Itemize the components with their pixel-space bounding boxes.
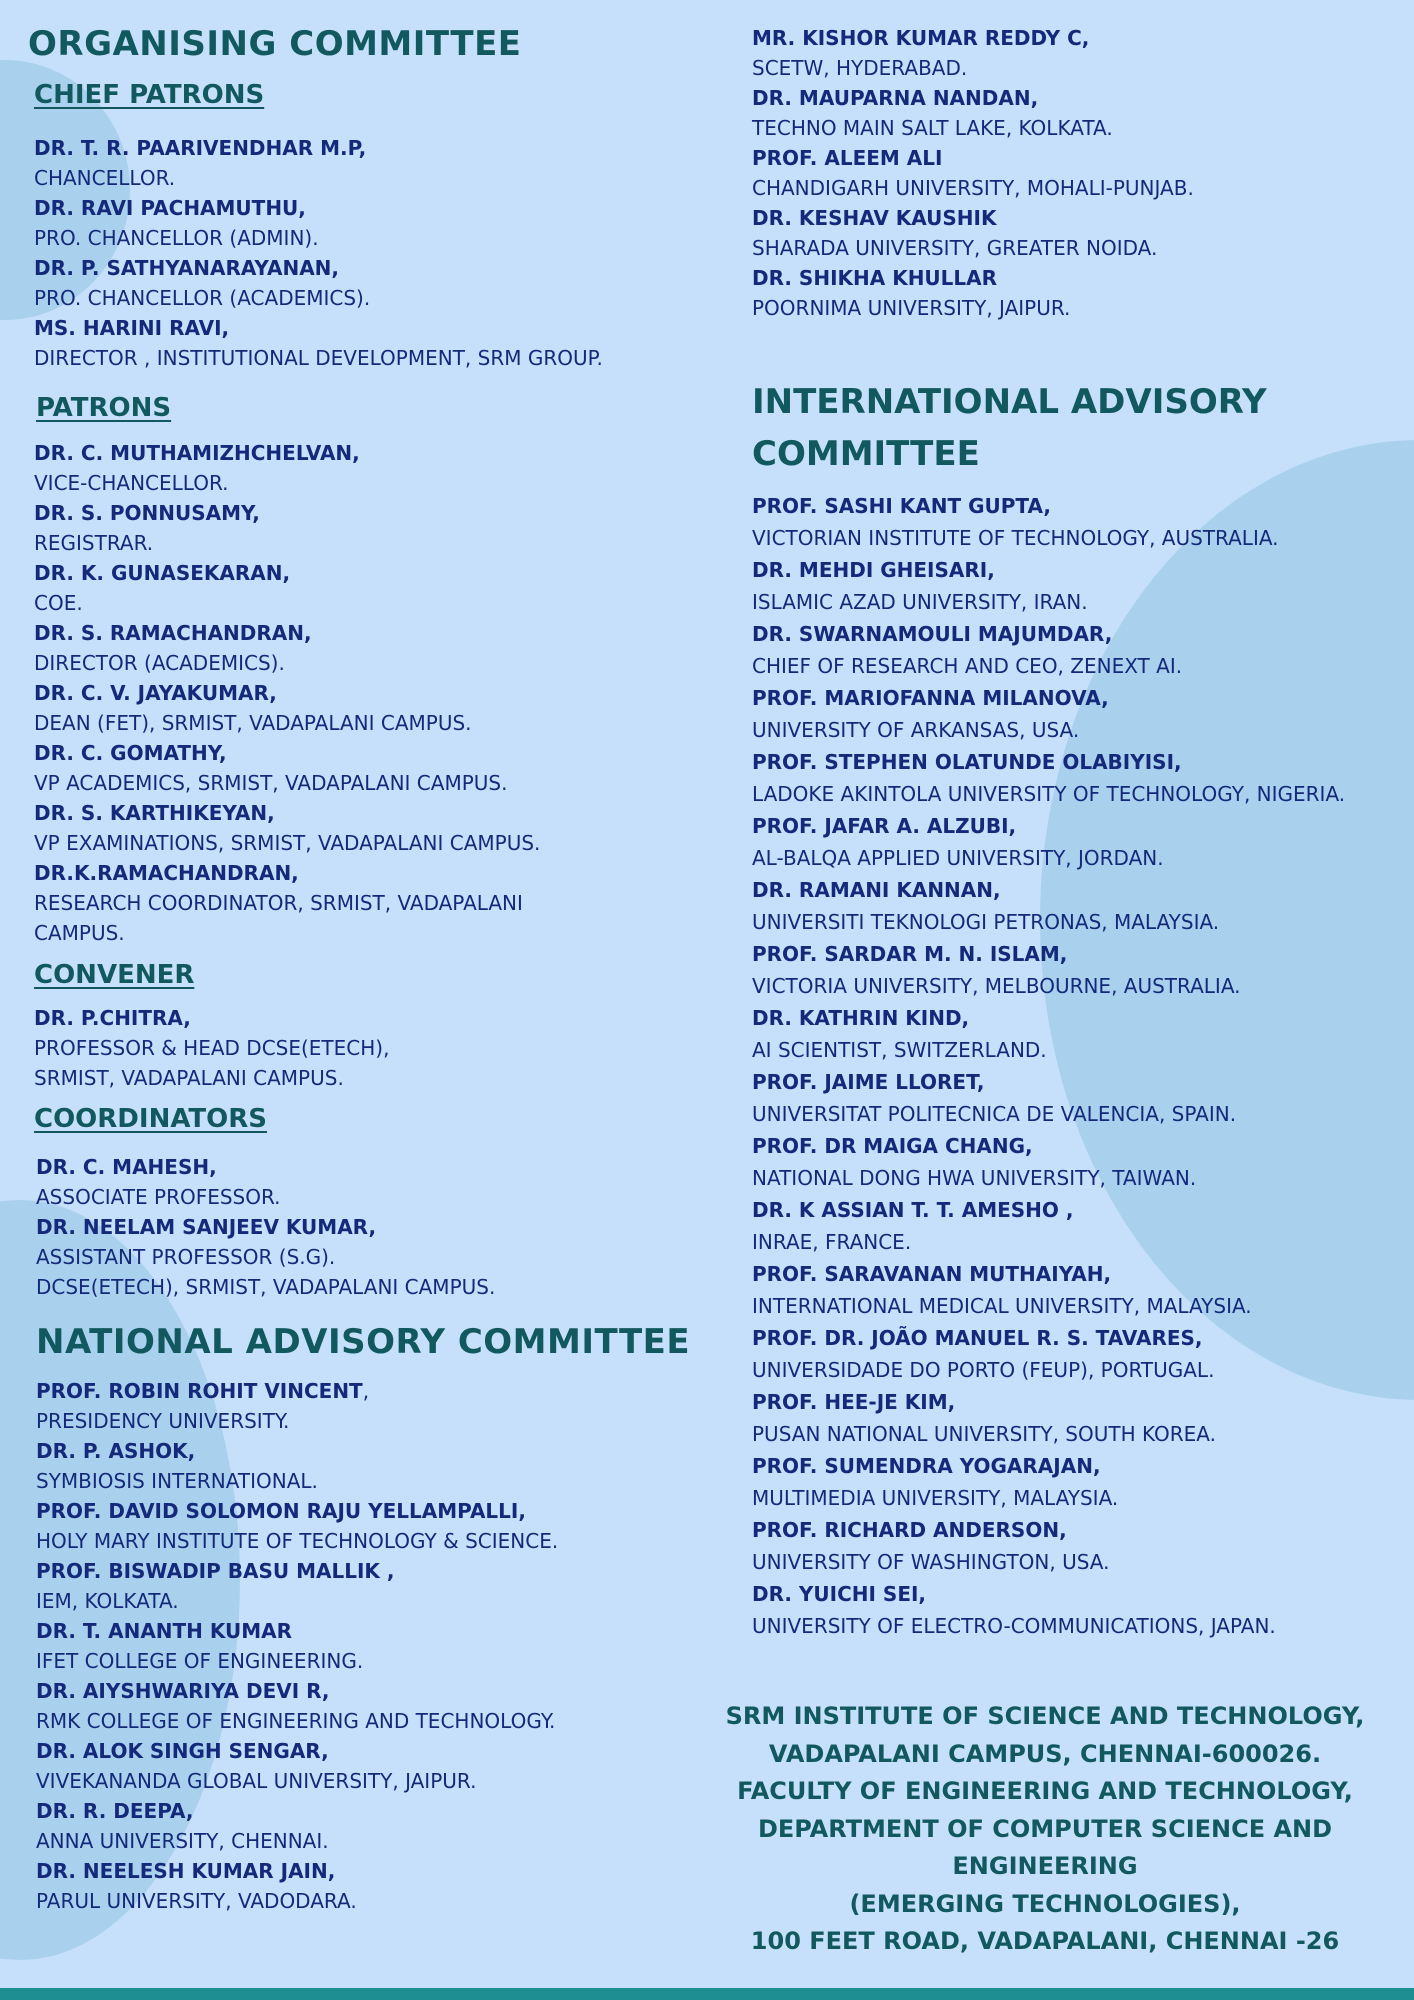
member-name: PROF. JAFAR A. ALZUBI,: [752, 814, 1017, 838]
member-role: VICE-CHANCELLOR.: [34, 471, 229, 495]
member-affiliation: POORNIMA UNIVERSITY, JAIPUR.: [752, 296, 1071, 320]
member-affiliation: UNIVERSIDADE DO PORTO (FEUP), PORTUGAL.: [752, 1358, 1215, 1382]
member-name: DR. SHIKHA KHULLAR: [752, 266, 998, 290]
member-name: DR. NEELESH KUMAR JAIN,: [36, 1859, 336, 1883]
member-role: COE.: [34, 591, 83, 615]
member-affiliation: ANNA UNIVERSITY, CHENNAI.: [36, 1829, 329, 1853]
member-name: PROF. MARIOFANNA MILANOVA,: [752, 686, 1109, 710]
patrons-list: [34, 438, 594, 948]
member-affiliation: RMK COLLEGE OF ENGINEERING AND TECHNOLOGY.: [36, 1709, 556, 1733]
member-name: PROF. SASHI KANT GUPTA,: [752, 494, 1051, 518]
international-advisory-list: [752, 490, 1345, 1642]
member-name-suffix: ,: [362, 1379, 370, 1403]
member-name: PROF. DR. JOÃO MANUEL R. S. TAVARES,: [752, 1326, 1203, 1350]
coordinators-department: DCSE(ETECH), SRMIST, VADAPALANI CAMPUS.: [36, 1275, 496, 1299]
member-affiliation: IFET COLLEGE OF ENGINEERING.: [36, 1649, 364, 1673]
member-name: DR. K. GUNASEKARAN,: [34, 561, 291, 585]
member-name: DR. T. R. PAARIVENDHAR M.P,: [34, 136, 367, 160]
member-name: PROF. SUMENDRA YOGARAJAN,: [752, 1454, 1101, 1478]
member-name: DR.K.RAMACHANDRAN,: [34, 861, 299, 885]
member-role: ASSOCIATE PROFESSOR.: [36, 1185, 281, 1209]
member-affiliation: UNIVERSITAT POLITECNICA DE VALENCIA, SPAIN.: [752, 1102, 1237, 1126]
member-name: DR. P. SATHYANARAYANAN,: [34, 256, 340, 280]
member-name: DR. S. PONNUSAMY,: [34, 501, 260, 525]
member-name: DR. C. MUTHAMIZHCHELVAN,: [34, 441, 360, 465]
member-name: DR. S. RAMACHANDRAN,: [34, 621, 312, 645]
footer-line: (EMERGING TECHNOLOGIES),: [849, 1889, 1241, 1918]
organising-committee-title: ORGANISING COMMITTEE: [28, 24, 522, 64]
member-name: PROF. HEE-JE KIM,: [752, 1390, 956, 1414]
footer-line: DEPARTMENT OF COMPUTER SCIENCE AND: [757, 1814, 1333, 1843]
member-name: [36, 1376, 558, 1406]
member-affiliation: UNIVERSITY OF ELECTRO-COMMUNICATIONS, JAPAN.: [752, 1614, 1276, 1638]
patrons-heading: PATRONS: [36, 393, 172, 423]
national-advisory-list-left: [36, 1376, 558, 1916]
member-name: DR. AIYSHWARIYA DEVI R,: [36, 1679, 330, 1703]
coordinators-list: [36, 1152, 495, 1302]
member-name: DR. P. ASHOK,: [36, 1439, 196, 1463]
national-advisory-list-right: [752, 23, 1194, 323]
member-affiliation: CHIEF OF RESEARCH AND CEO, ZENEXT AI.: [752, 654, 1183, 678]
member-affiliation: SCETW, HYDERABAD.: [752, 56, 968, 80]
member-affiliation: UNIVERSITY OF ARKANSAS, USA.: [752, 718, 1080, 742]
member-name: DR. NEELAM SANJEEV KUMAR,: [36, 1215, 377, 1239]
member-name-text: PROF. ROBIN ROHIT VINCENT: [36, 1379, 363, 1403]
member-affiliation: PUSAN NATIONAL UNIVERSITY, SOUTH KOREA.: [752, 1422, 1216, 1446]
member-name: PROF. DAVID SOLOMON RAJU YELLAMPALLI,: [36, 1499, 526, 1523]
member-name: DR. RAMANI KANNAN,: [752, 878, 1001, 902]
member-affiliation: CHANDIGARH UNIVERSITY, MOHALI-PUNJAB.: [752, 176, 1194, 200]
member-name: PROF. JAIME LLORET,: [752, 1070, 985, 1094]
member-role: VP EXAMINATIONS, SRMIST, VADAPALANI CAMPUS.: [34, 831, 541, 855]
member-affiliation: IEM, KOLKATA.: [36, 1589, 179, 1613]
member-name: DR. T. ANANTH KUMAR: [36, 1619, 293, 1643]
member-name: PROF. RICHARD ANDERSON,: [752, 1518, 1067, 1542]
member-affiliation: ISLAMIC AZAD UNIVERSITY, IRAN.: [752, 590, 1088, 614]
member-name: DR. RAVI PACHAMUTHU,: [34, 196, 306, 220]
member-affiliation: HOLY MARY INSTITUTE OF TECHNOLOGY & SCIENCE.: [36, 1529, 559, 1553]
member-name: DR. R. DEEPA,: [36, 1799, 194, 1823]
member-affiliation: VICTORIAN INSTITUTE OF TECHNOLOGY, AUSTRALIA.: [752, 526, 1279, 550]
member-affiliation: VICTORIA UNIVERSITY, MELBOURNE, AUSTRALIA.: [752, 974, 1241, 998]
member-affiliation: PARUL UNIVERSITY, VADODARA.: [36, 1889, 357, 1913]
member-role: DEAN (FET), SRMIST, VADAPALANI CAMPUS.: [34, 711, 472, 735]
member-affiliation: INTERNATIONAL MEDICAL UNIVERSITY, MALAYSIA.: [752, 1294, 1252, 1318]
international-advisory-title: [752, 376, 1267, 480]
member-name: MS. HARINI RAVI,: [34, 316, 230, 340]
member-name: DR. C. GOMATHY,: [34, 741, 227, 765]
international-advisory-title-line2: COMMITTEE: [752, 434, 980, 474]
member-role: RESEARCH COORDINATOR, SRMIST, VADAPALANI CAMPUS.: [34, 891, 523, 945]
member-role: ASSISTANT PROFESSOR (S.G).: [36, 1245, 336, 1269]
footer-line: FACULTY OF ENGINEERING AND TECHNOLOGY,: [737, 1777, 1353, 1805]
member-name: DR. KATHRIN KIND,: [752, 1006, 970, 1030]
member-name: DR. K ASSIAN T. T. AMESHO ,: [752, 1198, 1074, 1222]
member-name: DR. MEHDI GHEISARI,: [752, 558, 995, 582]
member-affiliation: SHARADA UNIVERSITY, GREATER NOIDA.: [752, 236, 1158, 260]
member-affiliation: LADOKE AKINTOLA UNIVERSITY OF TECHNOLOGY, NIGERIA.: [752, 782, 1346, 806]
footer-line: SRM INSTITUTE OF SCIENCE AND TECHNOLOGY,: [725, 1702, 1365, 1730]
member-affiliation: UNIVERSITY OF WASHINGTON, USA.: [752, 1550, 1110, 1574]
convener-block: [34, 1003, 389, 1093]
member-name: PROF. ALEEM ALI: [752, 146, 943, 170]
member-role: DIRECTOR , INSTITUTIONAL DEVELOPMENT, SRM GROUP.: [34, 346, 603, 370]
member-affiliation: AL-BALQA APPLIED UNIVERSITY, JORDAN.: [752, 846, 1164, 870]
member-name: DR. C. V. JAYAKUMAR,: [34, 681, 277, 705]
member-name: DR. KESHAV KAUSHIK: [752, 206, 997, 230]
member-affiliation: PRESIDENCY UNIVERSITY.: [36, 1409, 290, 1433]
convener-heading: CONVENER: [34, 960, 195, 990]
member-name: DR. S. KARTHIKEYAN,: [34, 801, 275, 825]
member-name: DR. SWARNAMOULI MAJUMDAR,: [752, 622, 1113, 646]
member-affiliation: UNIVERSITI TEKNOLOGI PETRONAS, MALAYSIA.: [752, 910, 1220, 934]
footer-line: VADAPALANI CAMPUS, CHENNAI-600026.: [768, 1739, 1322, 1768]
member-affiliation: INRAE, FRANCE.: [752, 1230, 912, 1254]
chief-patrons-heading: CHIEF PATRONS: [34, 80, 265, 110]
member-name: PROF. BISWADIP BASU MALLIK ,: [36, 1559, 395, 1583]
member-affiliation: TECHNO MAIN SALT LAKE, KOLKATA.: [752, 116, 1113, 140]
member-affiliation: NATIONAL DONG HWA UNIVERSITY, TAIWAN.: [752, 1166, 1197, 1190]
member-name: DR. ALOK SINGH SENGAR,: [36, 1739, 329, 1763]
footer-line: 100 FEET ROAD, VADAPALANI, CHENNAI -26: [750, 1927, 1340, 1955]
convener-role-line2: SRMIST, VADAPALANI CAMPUS.: [34, 1066, 344, 1090]
international-advisory-title-line1: INTERNATIONAL ADVISORY: [752, 382, 1267, 422]
member-name: MR. KISHOR KUMAR REDDY C,: [752, 26, 1090, 50]
member-affiliation: SYMBIOSIS INTERNATIONAL.: [36, 1469, 318, 1493]
member-role: PRO. CHANCELLOR (ACADEMICS).: [34, 286, 371, 310]
member-name: DR. C. MAHESH,: [36, 1155, 217, 1179]
member-affiliation: AI SCIENTIST, SWITZERLAND.: [752, 1038, 1047, 1062]
member-role: DIRECTOR (ACADEMICS).: [34, 651, 285, 675]
member-name: PROF. STEPHEN OLATUNDE OLABIYISI,: [752, 750, 1182, 774]
convener-name: DR. P.CHITRA,: [34, 1006, 191, 1030]
member-role: CHANCELLOR.: [34, 166, 176, 190]
member-affiliation: MULTIMEDIA UNIVERSITY, MALAYSIA.: [752, 1486, 1119, 1510]
member-name: PROF. SARDAR M. N. ISLAM,: [752, 942, 1068, 966]
member-role: PRO. CHANCELLOR (ADMIN).: [34, 226, 319, 250]
member-affiliation: VIVEKANANDA GLOBAL UNIVERSITY, JAIPUR.: [36, 1769, 477, 1793]
footer-line: ENGINEERING: [952, 1852, 1138, 1880]
institution-address-footer: [700, 1698, 1390, 1961]
member-name: PROF. DR MAIGA CHANG,: [752, 1134, 1033, 1158]
member-name: DR. YUICHI SEI,: [752, 1582, 927, 1606]
member-name: PROF. SARAVANAN MUTHAIYAH,: [752, 1262, 1112, 1286]
national-advisory-title: NATIONAL ADVISORY COMMITTEE: [36, 1322, 691, 1362]
member-role: VP ACADEMICS, SRMIST, VADAPALANI CAMPUS.: [34, 771, 508, 795]
chief-patrons-list: [34, 133, 603, 373]
member-role: REGISTRAR.: [34, 531, 154, 555]
member-name: DR. MAUPARNA NANDAN,: [752, 86, 1039, 110]
coordinators-heading: COORDINATORS: [34, 1104, 268, 1134]
bottom-bar: [0, 1988, 1414, 2000]
convener-role-line1: PROFESSOR & HEAD DCSE(ETECH),: [34, 1036, 390, 1060]
